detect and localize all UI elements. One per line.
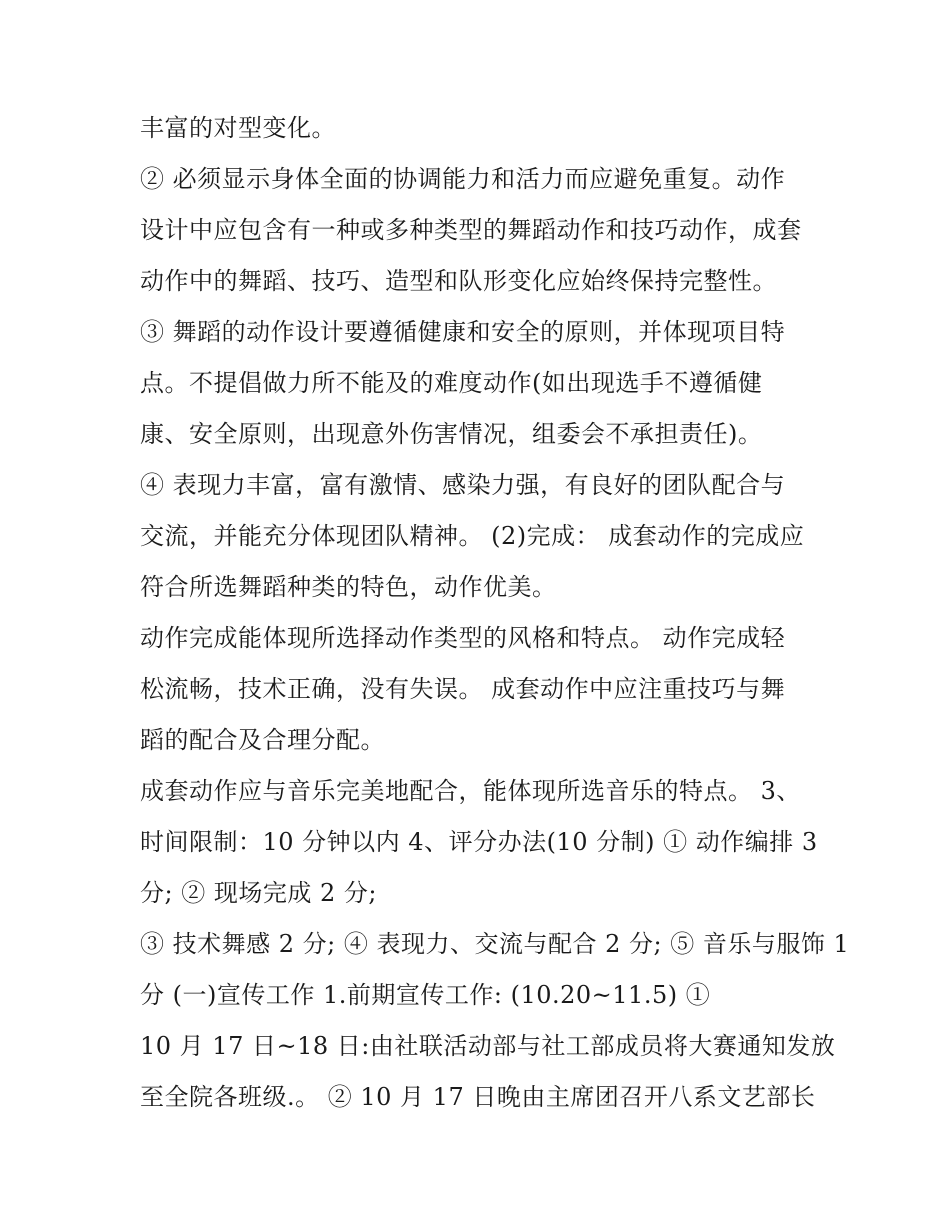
text-line: ② 必须显示身体全面的协调能力和活力而应避免重复。动作 (140, 165, 786, 193)
text-line: 动作完成能体现所选择动作类型的风格和特点。 动作完成轻 (140, 624, 786, 652)
text-line: 交流，并能充分体现团队精神。 (2)完成： 成套动作的完成应 (140, 522, 805, 550)
text-line: 成套动作应与音乐完美地配合，能体现所选音乐的特点。 3、 (140, 777, 801, 805)
text-line: 动作中的舞蹈、技巧、造型和队形变化应始终保持完整性。 (140, 267, 777, 295)
text-line: 康、安全原则，出现意外伤害情况，组委会不承担责任)。 (140, 420, 763, 448)
text-line: 松流畅，技术正确，没有失误。 成套动作中应注重技巧与舞 (140, 675, 786, 703)
text-line: 点。不提倡做力所不能及的难度动作(如出现选手不遵循健 (140, 369, 763, 397)
document-body (140, 103, 850, 1123)
text-line: ③ 舞蹈的动作设计要遵循健康和安全的原则，并体现项目特 (140, 318, 786, 346)
text-line: 设计中应包含有一种或多种类型的舞蹈动作和技巧动作，成套 (140, 216, 802, 244)
text-line: 分; ② 现场完成 2 分; (140, 879, 377, 907)
text-line: 符合所选舞蹈种类的特色，动作优美。 (140, 573, 557, 601)
text-line: 至全院各班级.。 ② 10 月 17 日晚由主席团召开八系文艺部长 (140, 1083, 816, 1111)
text-line: 分 (一)宣传工作 1.前期宣传工作: (10.20~11.5) ① (140, 981, 711, 1009)
text-line: 10 月 17 日~18 日:由社联活动部与社工部成员将大赛通知发放 (140, 1032, 836, 1060)
text-line: 丰富的对型变化。 (140, 114, 336, 142)
text-line: ③ 技术舞感 2 分; ④ 表现力、交流与配合 2 分; ⑤ 音乐与服饰 1 (140, 930, 850, 958)
text-line: 时间限制：10 分钟以内 4、评分办法(10 分制) ① 动作编排 3 (140, 828, 818, 856)
text-line: 蹈的配合及合理分配。 (140, 726, 385, 754)
text-line: ④ 表现力丰富，富有激情、感染力强，有良好的团队配合与 (140, 471, 786, 499)
